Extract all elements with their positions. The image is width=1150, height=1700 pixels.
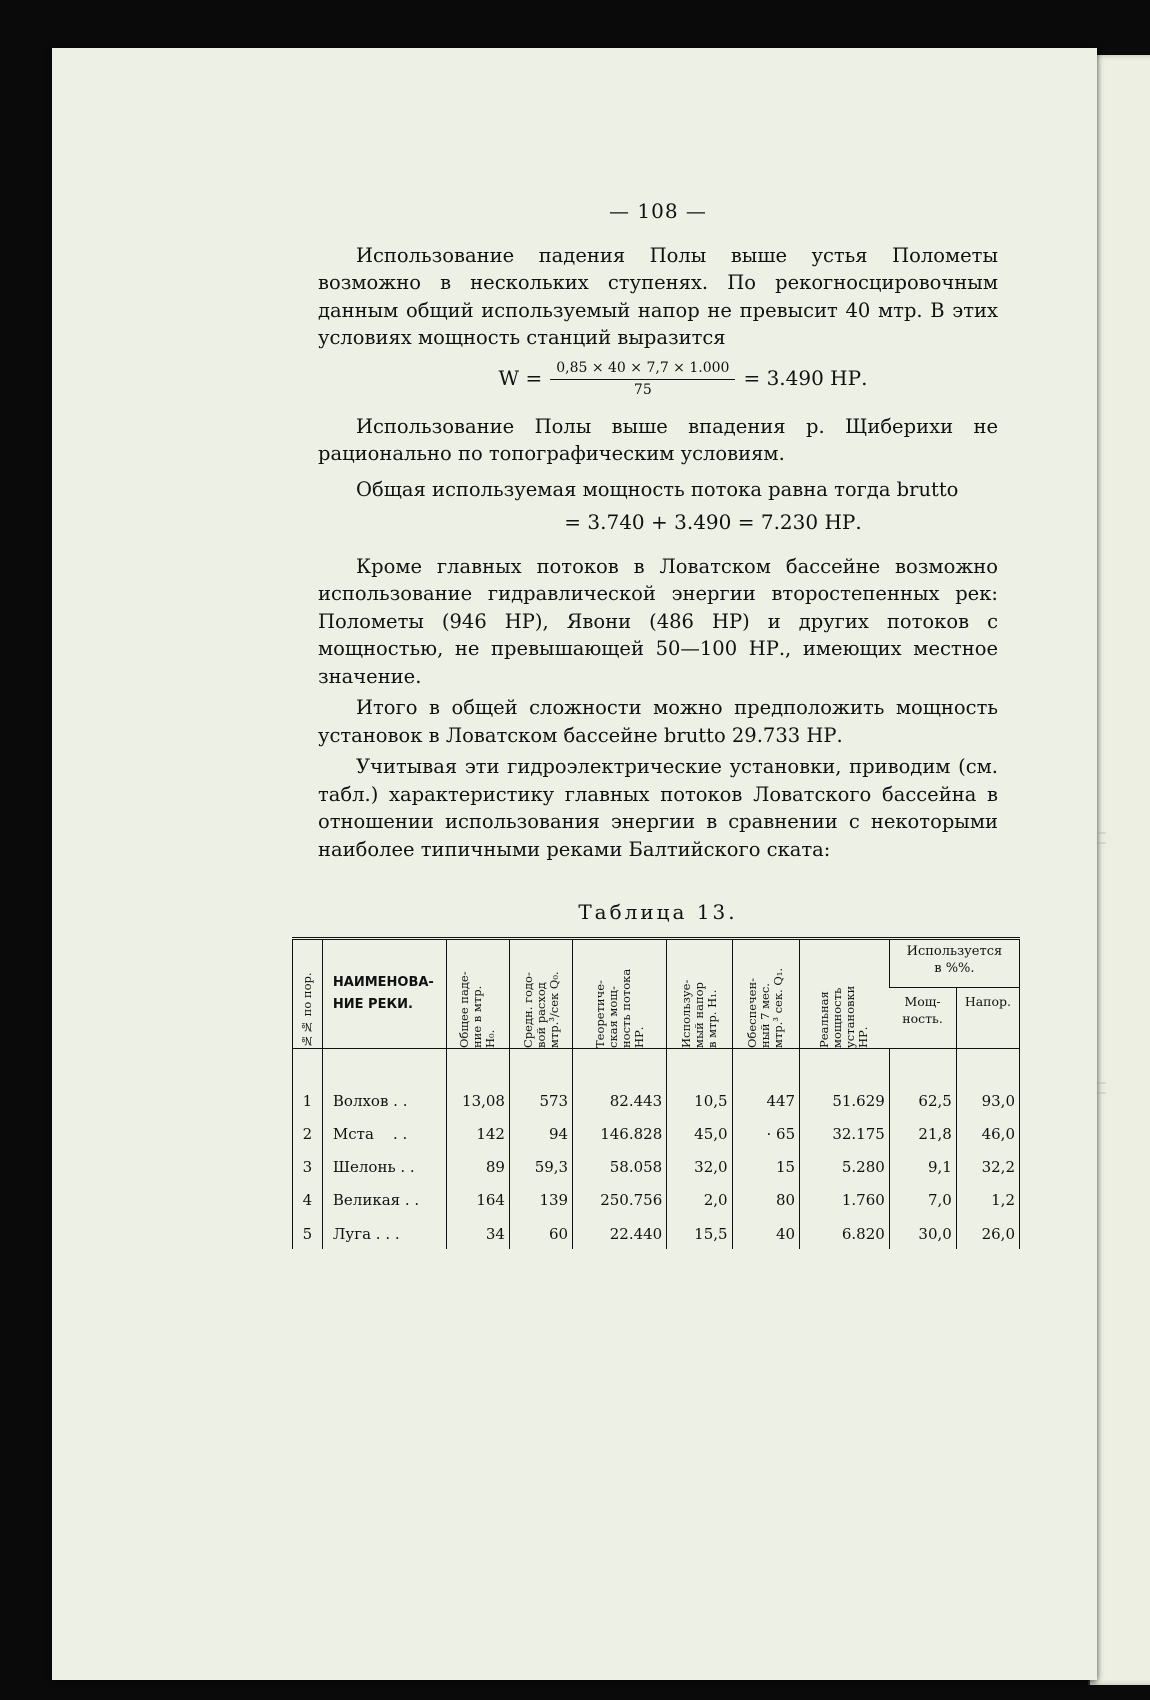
- formula-fraction: [550, 360, 735, 399]
- paragraph: Учитывая эти гидроэлектрические установки, приводим (см. табл.) характеристику главных потоков Ловатского бассейна в отношении использования энергии в сравнении с некоторыми наиболее типичными реками Балтийского ската:: [318, 755, 998, 861]
- formula-lhs: W =: [498, 366, 543, 391]
- page-number: — 108 —: [609, 199, 707, 223]
- paragraph: Использование Полы выше впадения р. Щиберихи не рационально по топографическим условиям.: [318, 414, 998, 465]
- header-theoretical: Теоретиче- ская мощ- ность потока НР.: [573, 938, 667, 1048]
- header-real-power: Реальная мощность установки НР.: [800, 938, 890, 1048]
- paragraph: Использование падения Полы выше устья Полометы возможно в нескольких ступенях. По рекогносцировочным данным общий используемый напор не превысит 40 мтр. В этих условиях мощность станций выразится: [318, 243, 998, 349]
- table-row: 2 Мста . . 142 94 146.828 45,0 · 65 32.175 21,8 46,0: [293, 1116, 1020, 1149]
- header-flow: Средн. годо- вой расход мтр.³/сек Q₀.: [509, 938, 572, 1048]
- formula-denominator: 75: [633, 381, 652, 398]
- paragraph: Общая используемая мощность потока равна тогда brutto: [356, 477, 959, 501]
- table-row: 5 Луга . . . 34 60 22.440 15,5 40 6.820 30,0 26,0: [293, 1215, 1020, 1249]
- header-secured-flow: Обеспечен- ный 7 мес. мтр.³ сек. Q₁.: [732, 938, 800, 1048]
- header-used-head: Напор.: [956, 988, 1019, 1048]
- paragraph: Итого в общей сложности можно предположить мощность установок в Ловатском бассейне brutto 29.733 НР.: [318, 696, 998, 747]
- header-no: №№ по пор.: [293, 938, 323, 1048]
- formula-total: = 3.740 + 3.490 = 7.230 НР.: [564, 510, 862, 534]
- header-name: НАИМЕНОВА- НИЕ РЕКИ.: [322, 938, 446, 1048]
- formula-rhs: = 3.490 НР.: [743, 366, 868, 391]
- page-content: [299, 198, 1015, 1249]
- table-row: 1 Волхов . . 13,08 573 82.443 10,5 447 51.629 62,5 93,0: [293, 1083, 1020, 1116]
- header-used-power: Мощ- ность.: [889, 988, 956, 1048]
- table-title: Таблица 13.: [578, 900, 738, 924]
- paragraph: Кроме главных потоков в Ловатском бассейне возможно использование гидравлической энергии второстепенных рек: Полометы (946 НР), Явони (486 НР) и других потоков с мощностью, не превышающей 50—100 НР., имеющих местное значение.: [318, 554, 998, 688]
- rivers-table: [292, 937, 1020, 1249]
- formula-power: [368, 360, 998, 399]
- table-row: 4 Великая . . 164 139 250.756 2,0 80 1.760 7,0 1,2: [293, 1182, 1020, 1215]
- header-used-pct: Используется в %%.: [889, 938, 1019, 988]
- header-fall: Общее паде- ние в мтр. Н₀.: [446, 938, 509, 1048]
- header-head: Используе- мый напор в мтр. Н₁.: [667, 938, 732, 1048]
- next-page-edge: [1088, 55, 1150, 1685]
- table-row: 3 Шелонь . . 89 59,3 58.058 32,0 15 5.280 9,1 32,2: [293, 1149, 1020, 1182]
- formula-numerator: 0,85 × 40 × 7,7 × 1.000: [550, 360, 735, 380]
